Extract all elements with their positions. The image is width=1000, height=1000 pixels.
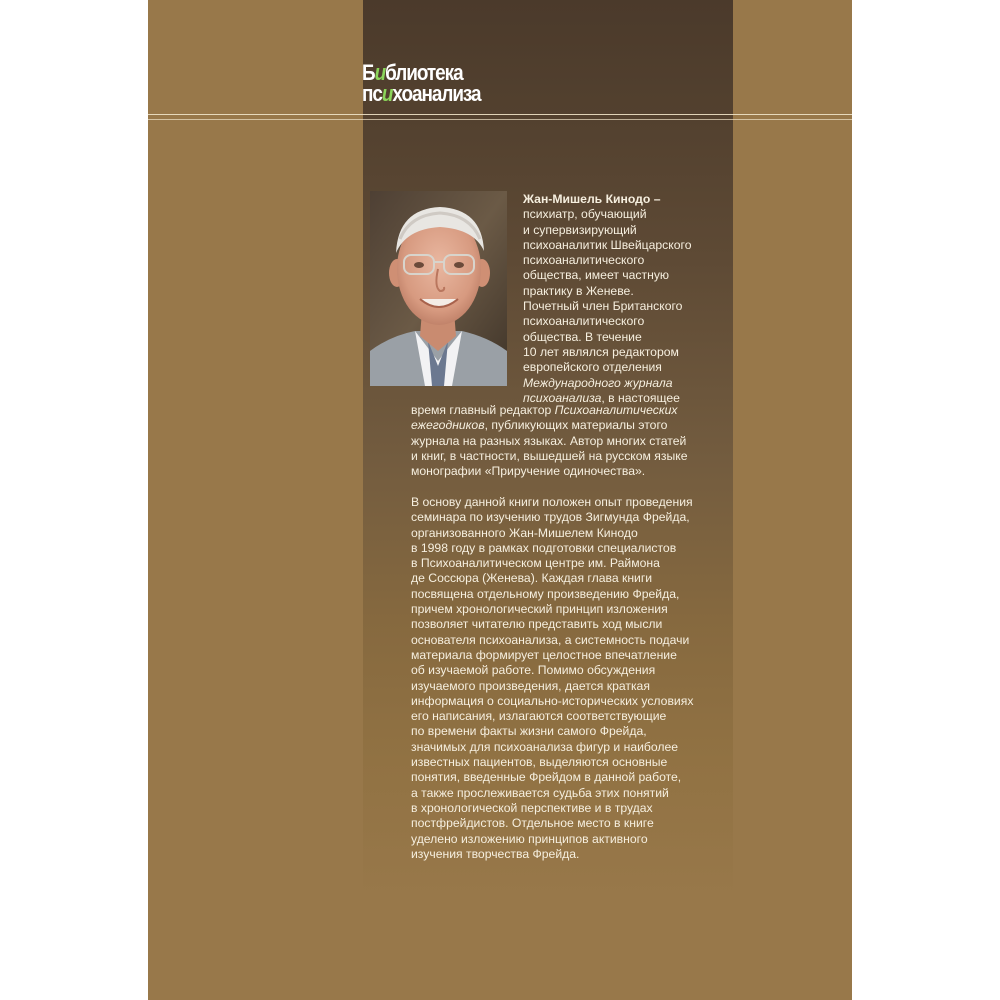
description-line: по времени факты жизни самого Фрейда, — [411, 724, 647, 739]
description-line: В основу данной книги положен опыт проведения — [411, 495, 693, 509]
description-line: известных пациентов, выделяются основные — [411, 755, 668, 770]
description-line: изучения творчества Фрейда. — [411, 846, 580, 861]
description-line: информация о социально-исторических условиях — [411, 693, 694, 708]
bio-line: общества, имеет частную — [523, 268, 670, 283]
description-line: семинара по изучению трудов Зигмунда Фрейда, — [411, 510, 690, 525]
description-line: уделено изложению принципов активного — [411, 831, 648, 846]
bio-line: психоаналитик Швейцарского — [523, 237, 692, 252]
description-line: в 1998 году в рамках подготовки специалистов — [411, 540, 677, 555]
bio-line: журнала на разных языках. Автор многих статей — [411, 433, 687, 448]
bio-text: , публикующих материалы этого — [484, 418, 668, 433]
bio-line: общества. В течение — [523, 329, 642, 344]
logo-text: хоанализа — [392, 81, 481, 106]
author-photo — [370, 191, 507, 386]
bio-line: Почетный член Британского — [523, 299, 683, 314]
book-back-cover — [148, 0, 852, 1000]
description-line: изучаемого произведения, дается краткая — [411, 678, 650, 693]
description-line: организованного Жан-Мишелем Кинодо — [411, 525, 638, 540]
description-line: позволяет читателю представить ход мысли — [411, 617, 663, 632]
series-logo — [362, 62, 481, 104]
description-line: в хронологической перспективе и в трудах — [411, 800, 653, 815]
bio-line: европейского отделения — [523, 360, 662, 375]
author-name: Жан-Мишель Кинодо – — [523, 192, 661, 206]
logo-text: Б — [362, 60, 375, 85]
bio-line: и супервизирующий — [523, 222, 637, 237]
divider-line — [148, 114, 852, 115]
bio-text: , в настоящее — [601, 390, 680, 405]
divider-line — [148, 119, 852, 120]
series-logo-line2 — [362, 83, 481, 104]
yearbook-title: ежегодников — [411, 418, 485, 433]
journal-title: психоанализа — [523, 390, 602, 405]
logo-text: блиотека — [385, 60, 463, 85]
bio-line: монографии «Приручение одиночества». — [411, 464, 646, 479]
author-bio-bottom — [411, 403, 741, 479]
description-line: материала формирует целостное впечатление — [411, 647, 677, 662]
bio-line: 10 лет являлся редактором — [523, 344, 679, 359]
book-description — [411, 495, 746, 862]
description-line: основателя психоанализа, а системность подачи — [411, 632, 690, 647]
logo-text: пс — [362, 81, 382, 106]
series-logo-line1 — [362, 62, 481, 83]
description-line: постфрейдистов. Отдельное место в книге — [411, 816, 654, 831]
bio-text: время главный редактор — [411, 403, 555, 417]
description-line: посвящена отдельному произведению Фрейда, — [411, 586, 680, 601]
description-line: значимых для психоанализа фигур и наиболее — [411, 739, 679, 754]
logo-accent: и — [374, 60, 386, 85]
description-line: его написания, излагаются соответствующие — [411, 709, 667, 724]
description-line: причем хронологический принцип изложения — [411, 602, 668, 617]
bio-line: психоаналитического — [523, 253, 645, 268]
bio-line: практику в Женеве. — [523, 283, 634, 298]
bio-line: психиатр, обучающий — [523, 207, 647, 222]
description-line: в Психоаналитическом центре им. Раймона — [411, 556, 660, 571]
description-line: а также прослеживается судьба этих понятий — [411, 785, 669, 800]
bio-line: и книг, в частности, вышедшей на русском языке — [411, 448, 688, 463]
author-bio-top — [523, 192, 743, 406]
bio-line — [411, 403, 741, 418]
yearbook-title: Психоаналитических — [554, 403, 678, 417]
journal-title: Международного журнала — [523, 375, 673, 390]
bio-line — [523, 376, 743, 391]
description-line: понятия, введенные Фрейдом в данной работе, — [411, 770, 682, 785]
bio-line: психоаналитического — [523, 314, 645, 329]
description-line: об изучаемой работе. Помимо обсуждения — [411, 663, 656, 678]
logo-accent: и — [381, 81, 393, 106]
description-line: де Соссюра (Женева). Каждая глава книги — [411, 571, 653, 586]
bio-line — [411, 418, 741, 433]
